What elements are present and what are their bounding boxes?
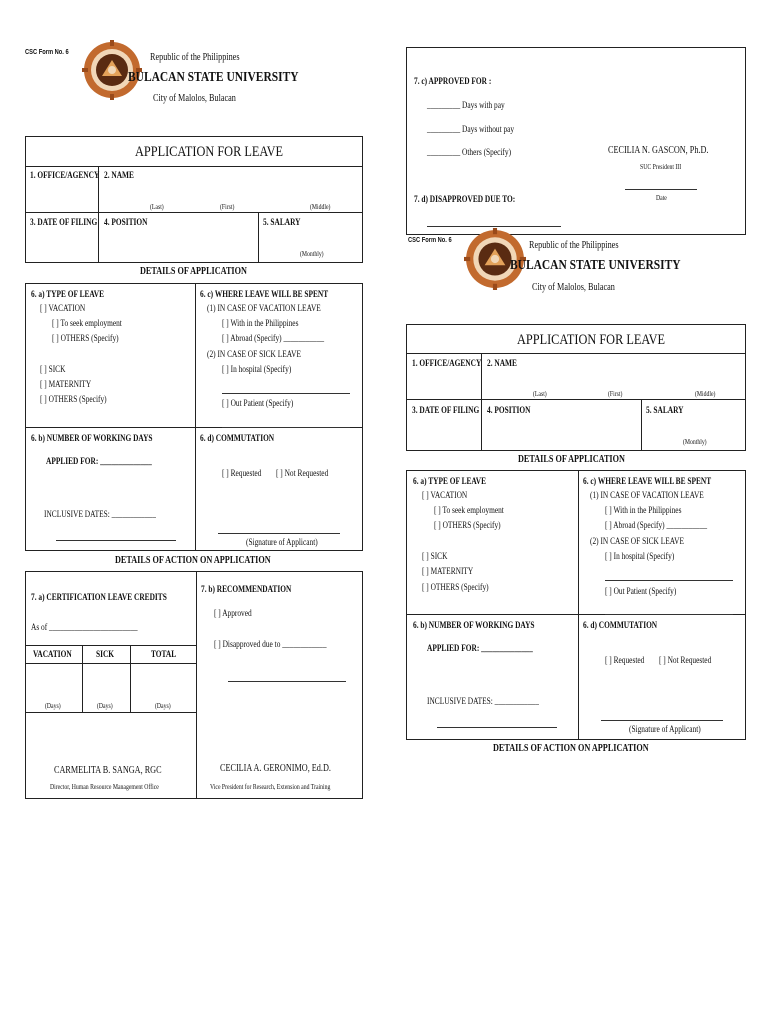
- sick-checkbox-2[interactable]: [ ] SICK: [422, 551, 448, 561]
- date-of-filing-label: 3. DATE OF FILING: [30, 217, 98, 227]
- inclusive-dates-field-2[interactable]: INCLUSIVE DATES: ____________: [427, 696, 539, 706]
- name-label: 2. NAME: [104, 170, 134, 180]
- form-title-2: APPLICATION FOR LEAVE: [517, 332, 666, 348]
- sick-checkbox[interactable]: [ ] SICK: [40, 364, 66, 374]
- days-vacation-label: (Days): [45, 702, 61, 710]
- vp-title: Vice President for Research, Extension and Training: [210, 783, 331, 791]
- days-sick-label: (Days): [97, 702, 113, 710]
- action-title-2: DETAILS OF ACTION ON APPLICATION: [493, 743, 649, 754]
- date-of-filing-label-2: 3. DATE OF FILING: [412, 405, 480, 415]
- details-title-2: DETAILS OF APPLICATION: [518, 454, 625, 465]
- not-requested-checkbox-2[interactable]: [ ] Not Requested: [659, 655, 712, 665]
- sick-case-label-2: (2) IN CASE OF SICK LEAVE: [590, 536, 684, 546]
- type-of-leave-heading: 6. a) TYPE OF LEAVE: [31, 289, 105, 299]
- hr-director-title: Director, Human Resource Management Office: [50, 783, 159, 791]
- hr-director-name: CARMELITA B. SANGA, RGC: [54, 765, 162, 776]
- name-label-2: 2. NAME: [487, 358, 517, 368]
- applicant-signature-label-2: (Signature of Applicant): [629, 724, 701, 734]
- days-total-label: (Days): [155, 702, 171, 710]
- col-total: TOTAL: [151, 649, 177, 659]
- within-philippines-checkbox-2[interactable]: [ ] With in the Philippines: [605, 505, 682, 515]
- others-checkbox-2[interactable]: [ ] OTHERS (Specify): [422, 582, 489, 592]
- commutation-heading-2: 6. d) COMMUTATION: [583, 620, 658, 630]
- city-label: City of Malolos, Bulacan: [153, 93, 236, 104]
- out-patient-checkbox-2[interactable]: [ ] Out Patient (Specify): [605, 586, 677, 596]
- as-of-field[interactable]: As of ________________________: [31, 622, 138, 632]
- applied-for-field-2[interactable]: APPLIED FOR: ______________: [427, 643, 533, 653]
- maternity-checkbox-2[interactable]: [ ] MATERNITY: [422, 566, 474, 576]
- date-label: Date: [656, 194, 667, 202]
- others-vacation-checkbox-2[interactable]: [ ] OTHERS (Specify): [434, 520, 501, 530]
- type-of-leave-heading-2: 6. a) TYPE OF LEAVE: [413, 476, 487, 486]
- seek-employment-checkbox-2[interactable]: [ ] To seek employment: [434, 505, 504, 515]
- applicant-signature-label: (Signature of Applicant): [246, 537, 318, 547]
- requested-checkbox[interactable]: [ ] Requested: [222, 468, 262, 478]
- applied-for-field[interactable]: APPLIED FOR: ______________: [46, 456, 152, 466]
- working-days-heading-2: 6. b) NUMBER OF WORKING DAYS: [413, 620, 535, 630]
- vacation-case-label: (1) IN CASE OF VACATION LEAVE: [207, 303, 321, 313]
- vp-name: CECILIA A. GERONIMO, Ed.D.: [220, 763, 331, 774]
- city-label-2: City of Malolos, Bulacan: [532, 282, 615, 293]
- position-label-2: 4. POSITION: [487, 405, 531, 415]
- university-name: BULACAN STATE UNIVERSITY: [128, 70, 299, 85]
- president-name: CECILIA N. GASCON, Ph.D.: [608, 145, 709, 156]
- abroad-checkbox-2[interactable]: [ ] Abroad (Specify) ___________: [605, 520, 708, 530]
- where-spent-heading-2: 6. c) WHERE LEAVE WILL BE SPENT: [583, 476, 712, 486]
- republic-label: Republic of the Philippines: [150, 52, 240, 63]
- first-name-label: (First): [220, 203, 235, 211]
- commutation-heading: 6. d) COMMUTATION: [200, 433, 275, 443]
- others-specify-field[interactable]: _________ Others (Specify): [427, 147, 512, 157]
- republic-label-2: Republic of the Philippines: [529, 240, 619, 251]
- salary-label: 5. SALARY: [263, 217, 301, 227]
- vacation-checkbox[interactable]: [ ] VACATION: [40, 303, 86, 313]
- middle-name-label: (Middle): [310, 203, 331, 211]
- approved-checkbox[interactable]: [ ] Approved: [214, 608, 252, 618]
- disapproved-checkbox[interactable]: [ ] Disapproved due to ____________: [214, 639, 327, 649]
- details-title: DETAILS OF APPLICATION: [140, 266, 247, 277]
- vacation-case-label-2: (1) IN CASE OF VACATION LEAVE: [590, 490, 704, 500]
- office-agency-label: 1. OFFICE/AGENCY: [30, 170, 100, 180]
- form-title: APPLICATION FOR LEAVE: [135, 144, 284, 160]
- action-title: DETAILS OF ACTION ON APPLICATION: [115, 555, 271, 566]
- col-sick: SICK: [96, 649, 115, 659]
- in-hospital-checkbox-2[interactable]: [ ] In hospital (Specify): [605, 551, 675, 561]
- salary-label-2: 5. SALARY: [646, 405, 684, 415]
- monthly-label-2: (Monthly): [683, 438, 707, 446]
- working-days-heading: 6. b) NUMBER OF WORKING DAYS: [31, 433, 153, 443]
- university-name-2: BULACAN STATE UNIVERSITY: [510, 258, 681, 273]
- form-number: CSC Form No. 6: [25, 49, 69, 56]
- abroad-checkbox[interactable]: [ ] Abroad (Specify) ___________: [222, 333, 325, 343]
- requested-checkbox-2[interactable]: [ ] Requested: [605, 655, 645, 665]
- within-philippines-checkbox[interactable]: [ ] With in the Philippines: [222, 318, 299, 328]
- position-label: 4. POSITION: [104, 217, 148, 227]
- recommendation-heading: 7. b) RECOMMENDATION: [201, 584, 292, 594]
- seek-employment-checkbox[interactable]: [ ] To seek employment: [52, 318, 122, 328]
- disapproved-heading: 7. d) DISAPPROVED DUE TO:: [414, 194, 516, 204]
- sick-case-label: (2) IN CASE OF SICK LEAVE: [207, 349, 301, 359]
- maternity-checkbox[interactable]: [ ] MATERNITY: [40, 379, 92, 389]
- not-requested-checkbox[interactable]: [ ] Not Requested: [276, 468, 329, 478]
- where-spent-heading: 6. c) WHERE LEAVE WILL BE SPENT: [200, 289, 329, 299]
- last-name-label-2: (Last): [533, 390, 547, 398]
- office-agency-label-2: 1. OFFICE/AGENCY: [412, 358, 482, 368]
- days-without-pay-field[interactable]: _________ Days without pay: [427, 124, 515, 134]
- form-number-2: CSC Form No. 6: [408, 237, 452, 244]
- last-name-label: (Last): [150, 203, 164, 211]
- certification-heading: 7. a) CERTIFICATION LEAVE CREDITS: [31, 592, 167, 602]
- inclusive-dates-field[interactable]: INCLUSIVE DATES: ____________: [44, 509, 156, 519]
- days-with-pay-field[interactable]: _________ Days with pay: [427, 100, 505, 110]
- in-hospital-checkbox[interactable]: [ ] In hospital (Specify): [222, 364, 292, 374]
- president-title: SUC President III: [640, 163, 682, 171]
- others-vacation-checkbox[interactable]: [ ] OTHERS (Specify): [52, 333, 119, 343]
- approved-for-heading: 7. c) APPROVED FOR :: [414, 76, 492, 86]
- col-vacation: VACATION: [33, 649, 72, 659]
- others-checkbox[interactable]: [ ] OTHERS (Specify): [40, 394, 107, 404]
- vacation-checkbox-2[interactable]: [ ] VACATION: [422, 490, 468, 500]
- middle-name-label-2: (Middle): [695, 390, 716, 398]
- first-name-label-2: (First): [608, 390, 623, 398]
- out-patient-checkbox[interactable]: [ ] Out Patient (Specify): [222, 398, 294, 408]
- monthly-label: (Monthly): [300, 250, 324, 258]
